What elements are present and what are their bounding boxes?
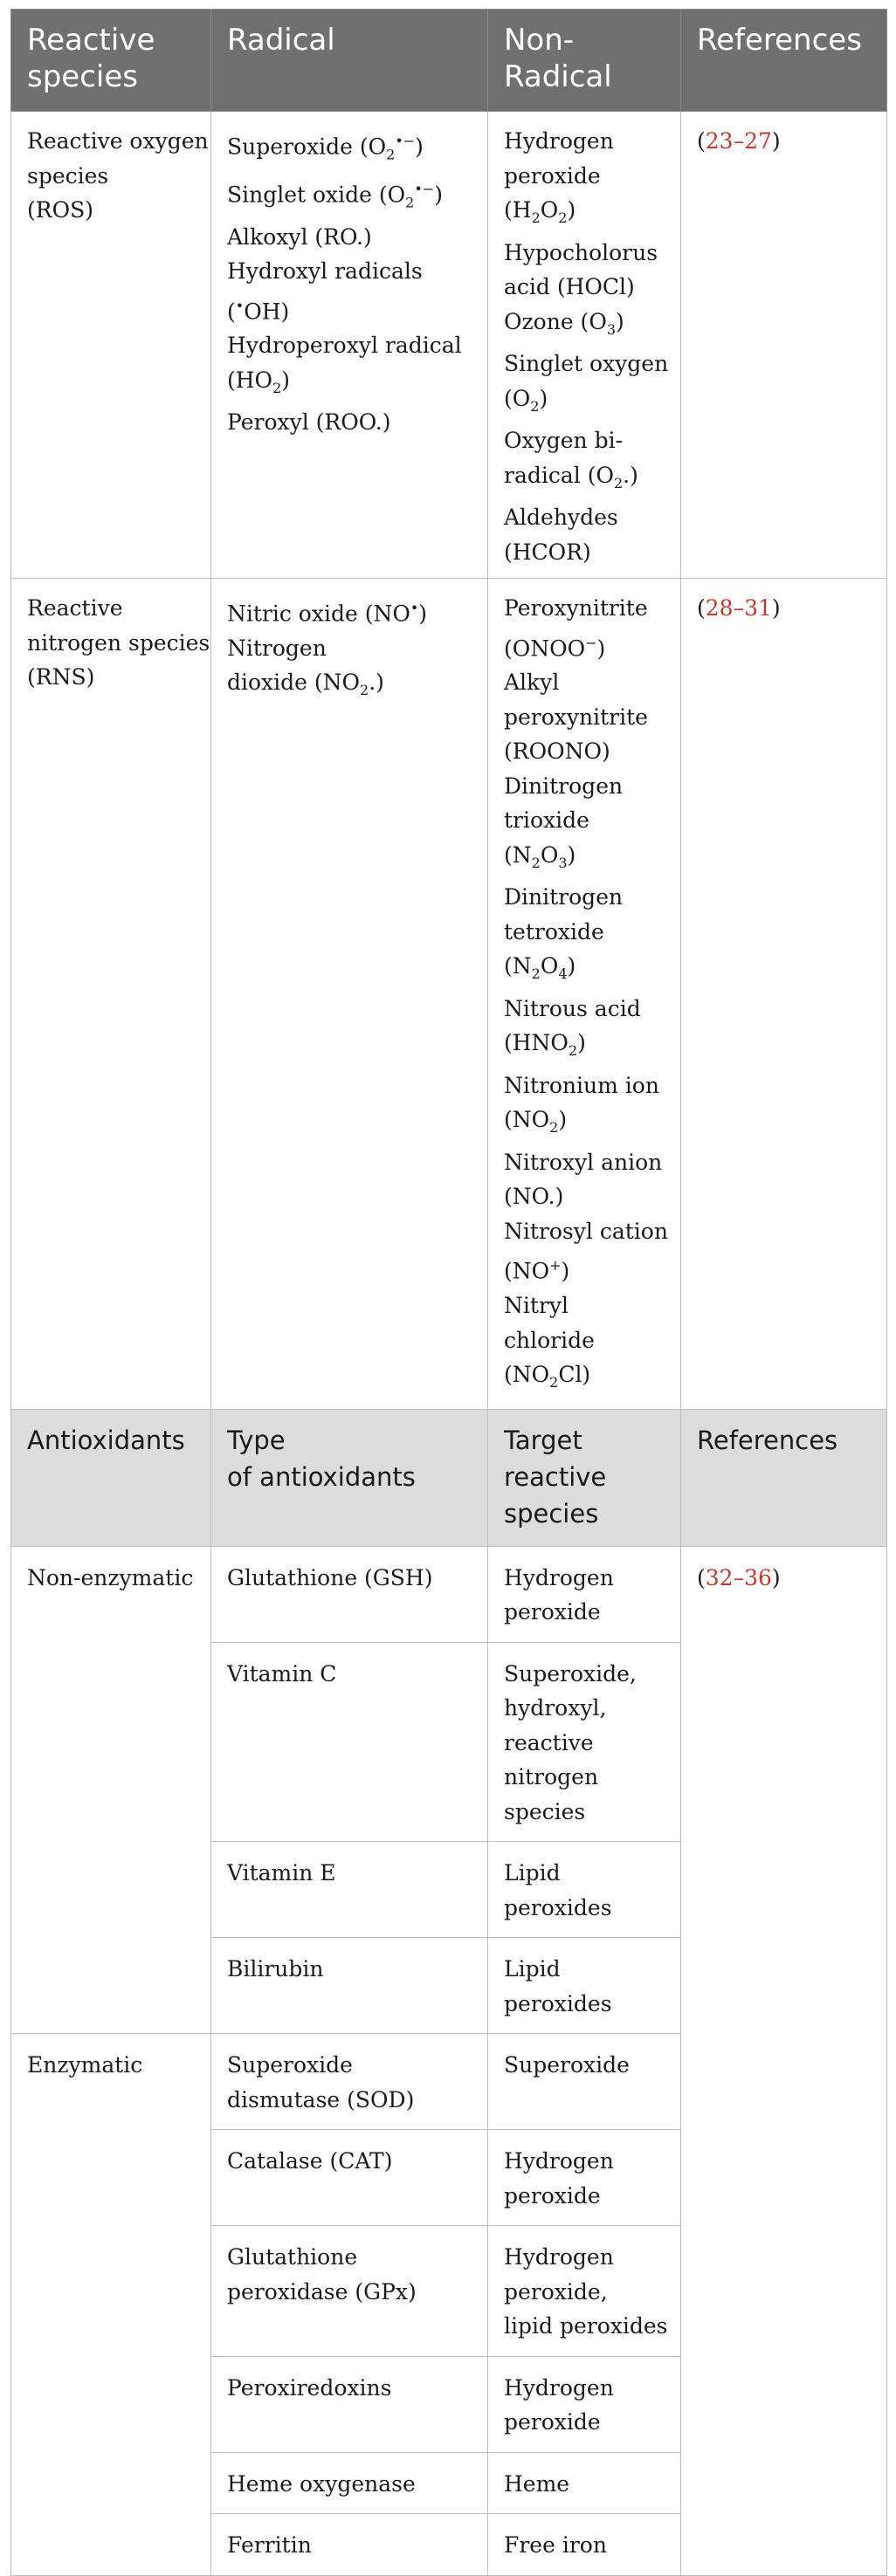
target-species: Hydrogen peroxide (488, 1546, 681, 1642)
ros-reference-link[interactable]: 23–27 (705, 128, 772, 154)
header-antioxidants: Antioxidants (11, 1409, 211, 1546)
rns-row (11, 579, 887, 1410)
antioxidant-ref-open: ( (697, 1564, 706, 1590)
target-species: Superoxide (488, 2034, 681, 2130)
header-type-of-antioxidants: Type of antioxidants (211, 1409, 488, 1546)
antioxidant-type: Bilirubin (211, 1938, 488, 2034)
antioxidant-type: Peroxiredoxins (211, 2356, 488, 2452)
ros-references-cell (681, 112, 887, 579)
rns-ref-open: ( (697, 595, 706, 621)
antioxidant-references-cell (681, 1546, 887, 2575)
target-species: Superoxide, hydroxyl, reactive nitrogen species (488, 1642, 681, 1842)
header-references-2: References (681, 1409, 887, 1546)
rns-species-cell: Reactive nitrogen species (RNS) (11, 579, 211, 1410)
antioxidant-type: Vitamin C (211, 1642, 488, 1842)
ros-non-radicals-cell: Hydrogen peroxide $(H_2O_2)$ Hypocholorus acid (HOCl) Ozone $(O_3)$ Singlet oxygen $(O_2)$ Oxygen bi- radical $(O_2.)$ Aldehydes (HCOR) (488, 112, 681, 579)
header-row-reactive-species (11, 10, 887, 112)
antioxidant-type: Glutathione peroxidase (GPx) (211, 2226, 488, 2357)
rns-ref-close: ) (771, 595, 781, 621)
rns-references-cell (681, 579, 887, 1410)
antioxidant-ref-close: ) (771, 1564, 781, 1590)
antioxidant-type: Glutathione (GSH) (211, 1546, 488, 1642)
ros-radicals-cell: Superoxide $(O_2^{•-})$ Singlet oxide $(O_2^{•-})$ Alkoxyl (RO.) Hydroxyl radicals (•OH) Hydroperoxyl radical $(HO_2)$ Peroxyl (ROO.) (211, 112, 488, 579)
antioxidant-type: Ferritin (211, 2514, 488, 2576)
rns-radicals-cell: Nitric oxide (NO•) Nitrogen dioxide $(NO_2.)$ (211, 579, 488, 1410)
antioxidant-type: Superoxide dismutase (SOD) (211, 2034, 488, 2130)
target-species: Hydrogen peroxide (488, 2356, 681, 2452)
non-enzymatic-category-cell: Non-enzymatic (11, 1546, 211, 2034)
rns-non-radicals-cell: Peroxynitrite (ONOO−) Alkyl peroxynitrite (ROONO) Dinitrogen trioxide $(N_2O_3)$ Dinitrogen tetroxide $(N_2O_4)$ Nitrous acid $(HNO_2)$ Nitronium ion $(NO_2)$ Nitroxyl anion (NO.) Nitrosyl cation (NO+) Nitryl chloride $(NO_2Cl)$ (488, 579, 681, 1410)
header-reactive-species: Reactive species (11, 10, 211, 112)
header-references: References (681, 10, 887, 112)
ros-row (11, 112, 887, 579)
target-species: Hydrogen peroxide (488, 2130, 681, 2226)
rns-reference-link[interactable]: 28–31 (705, 595, 772, 621)
ros-ref-close: ) (771, 128, 781, 154)
target-species: Free iron (488, 2514, 681, 2576)
target-species: Hydrogen peroxide, lipid peroxides (488, 2226, 681, 2357)
header-row-antioxidants (11, 1409, 887, 1546)
header-non-radical: Non- Radical (488, 10, 681, 112)
reactive-species-table (10, 9, 887, 2576)
antioxidant-reference-link[interactable]: 32–36 (705, 1564, 772, 1590)
header-target-reactive-species: Target reactive species (488, 1409, 681, 1546)
enzymatic-category-cell: Enzymatic (11, 2034, 211, 2576)
target-species: Lipid peroxides (488, 1842, 681, 1938)
antioxidant-type: Vitamin E (211, 1842, 488, 1938)
target-species: Lipid peroxides (488, 1938, 681, 2034)
antioxidant-type: Heme oxygenase (211, 2452, 488, 2514)
target-species: Heme (488, 2452, 681, 2514)
table-row (11, 1546, 887, 1642)
antioxidant-type: Catalase (CAT) (211, 2130, 488, 2226)
ros-species-cell: Reactive oxygen species (ROS) (11, 112, 211, 579)
header-radical: Radical (211, 10, 488, 112)
ros-ref-open: ( (697, 128, 706, 154)
